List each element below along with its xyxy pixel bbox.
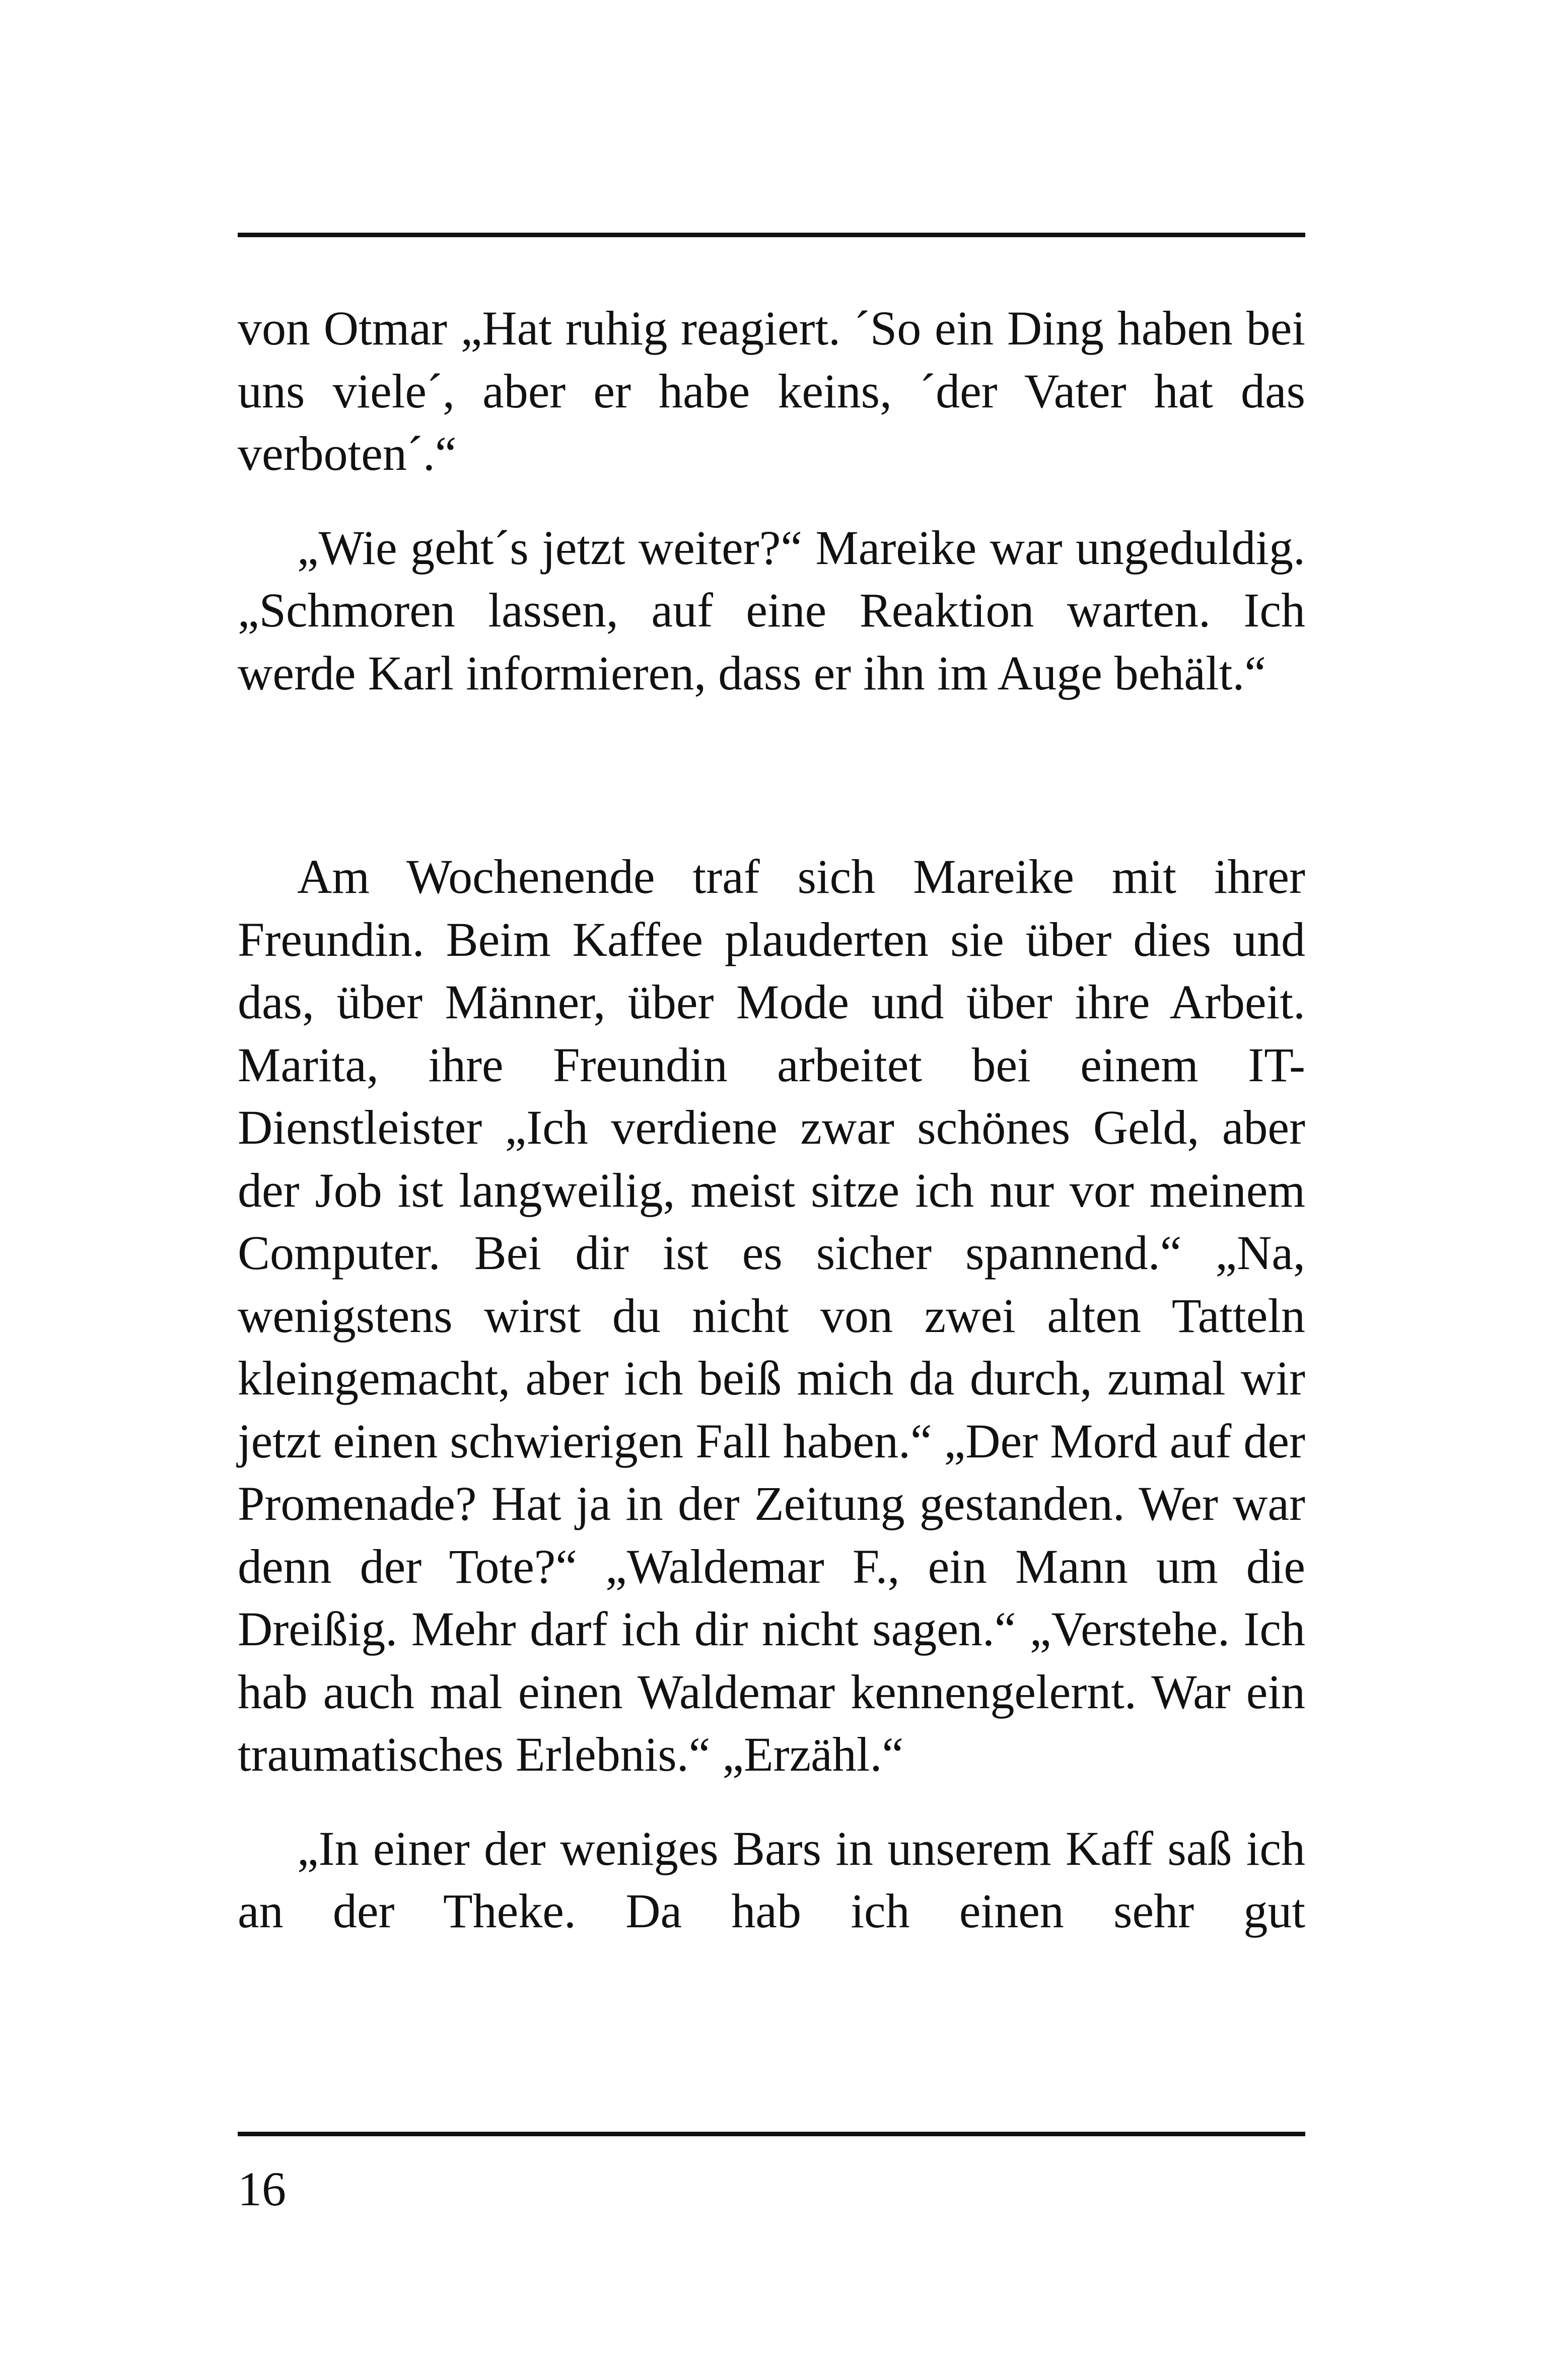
footer-rule (238, 2132, 1305, 2136)
header-rule (238, 233, 1305, 237)
page-number: 16 (238, 2162, 286, 2216)
paragraph: Am Wochenende traf sich Mareike mit ihrer Freundin. Beim Kaffee plauderten sie über dies und das, über Männer, über Mode und über ihre Arbeit. Marita, ihre Freundin arbeitet bei einem IT-Dienstleister „Ich verdiene zwar schönes Geld, aber der Job ist langweilig, meist sitze ich nur vor meinem Computer. Bei dir ist es sicher spannend.“ „Na, wenigstens wirst du nicht von zwei alten Tatteln kleingemacht, aber ich beiß mich da durch, zumal wir jetzt einen schwierigen Fall haben.“ „Der Mord auf der Promenade? Hat ja in der Zeitung gestanden. Wer war denn der Tote?“ „Waldemar F., ein Mann um die Dreißig. Mehr darf ich dir nicht sagen.“ „Verstehe. Ich hab auch mal einen Waldemar kennengelernt. War ein traumatisches Erlebnis.“ „Erzähl.“ (238, 850, 1305, 1781)
body-text (238, 297, 1305, 1943)
scene-break (238, 705, 1305, 846)
paragraph: „Wie geht´s jetzt weiter?“ Mareike war ungeduldig. „Schmoren lassen, auf eine Reaktion warten. Ich werde Karl informieren, dass er ihn im Auge behält.“ (238, 520, 1305, 700)
paragraph: „In einer der weniges Bars in unserem Kaff saß ich an der Theke. Da hab ich einen sehr gut (238, 1821, 1305, 1938)
paragraph-continued: von Otmar „Hat ruhig reagiert. ´So ein Ding haben bei uns viele´, aber er habe keins, ´der Vater hat das verboten´.“ (238, 301, 1305, 480)
